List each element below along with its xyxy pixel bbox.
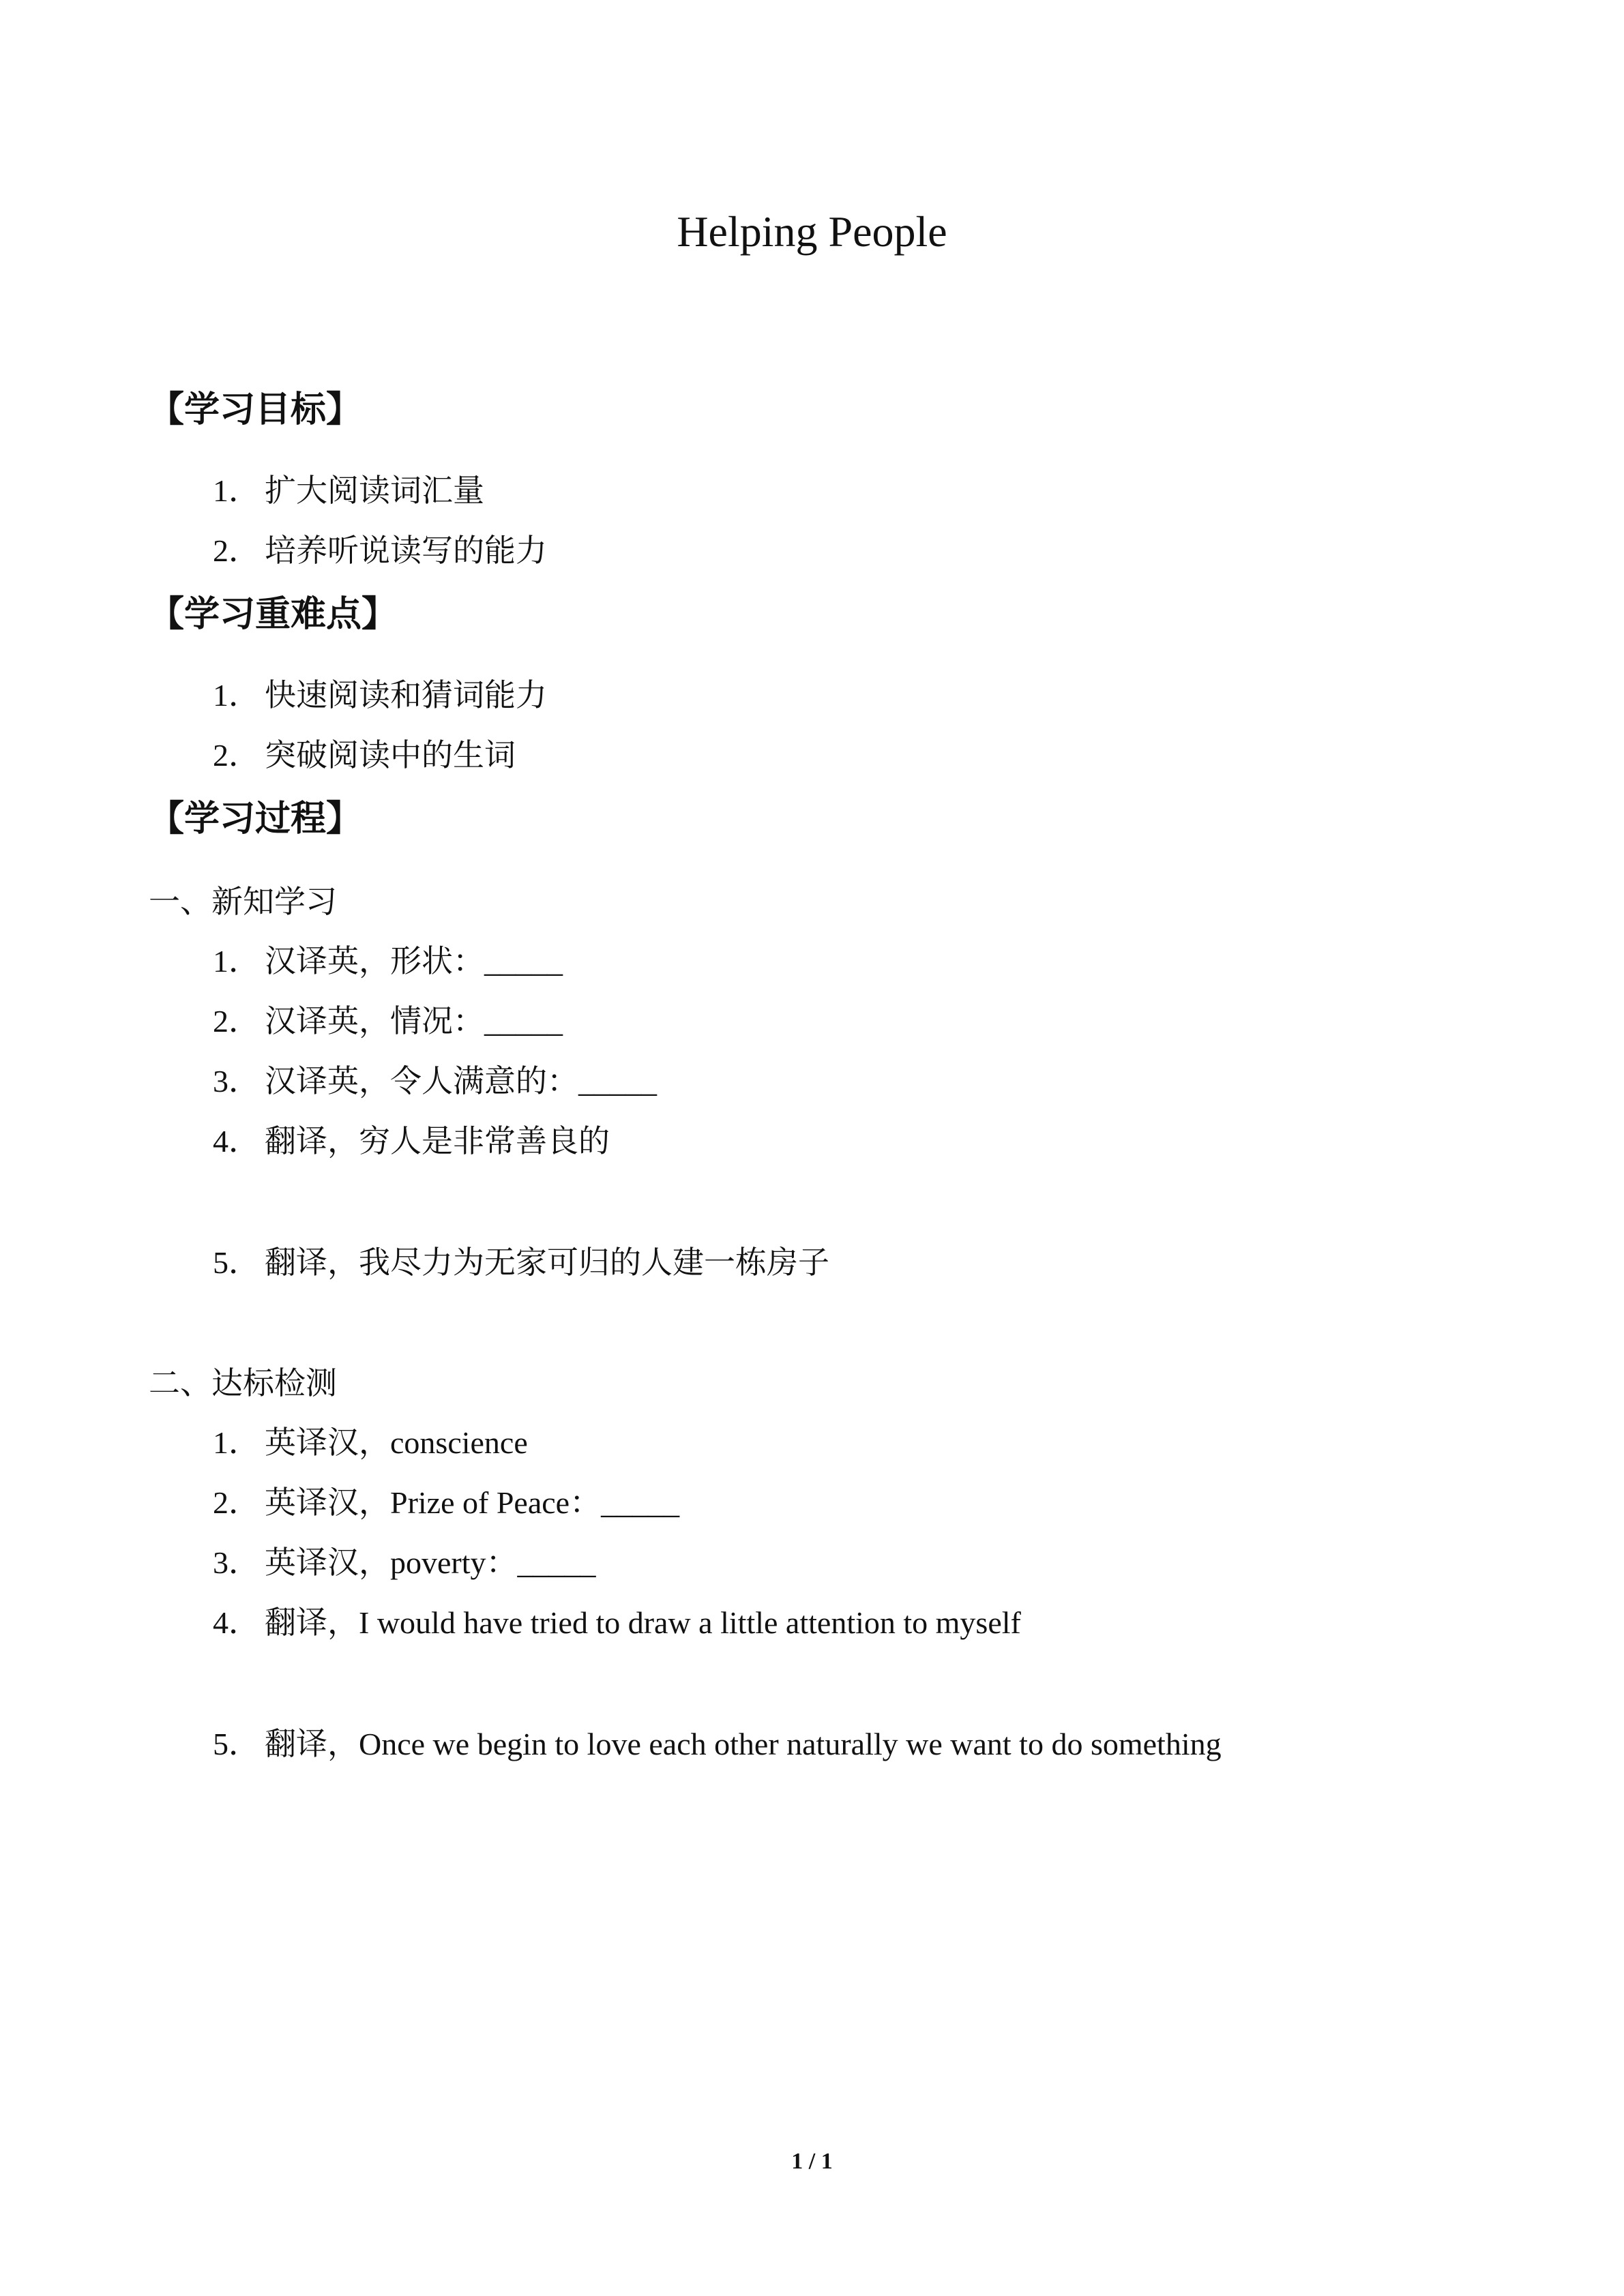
item-text: 扩大阅读词汇量 — [265, 473, 484, 508]
item-number: 2． — [213, 1004, 260, 1039]
key-points-heading: 【学习重难点】 — [149, 594, 398, 635]
exercise-item — [213, 1422, 528, 1463]
item-text: 突破阅读中的生词 — [265, 738, 516, 773]
item-text: 翻译，I would have tried to draw a little attention to myself — [265, 1605, 1021, 1640]
new-knowledge-heading: 一、新知学习 — [149, 883, 337, 920]
exercise-item — [213, 1602, 1021, 1643]
item-text: 翻译，我尽力为无家可归的人建一栋房子 — [265, 1245, 829, 1280]
item-number: 1． — [213, 1425, 260, 1460]
item-number: 2． — [213, 1485, 260, 1520]
assessment-heading: 二、达标检测 — [149, 1365, 337, 1401]
item-number: 1． — [213, 678, 260, 713]
item-text: 快速阅读和猜词能力 — [265, 678, 547, 713]
page-number: 1 / 1 — [791, 2149, 833, 2174]
item-text: 汉译英，情况：_____ — [265, 1004, 563, 1039]
item-text: 翻译，Once we begin to love each other naturally we want to do something — [265, 1727, 1222, 1761]
item-text: 汉译英，令人满意的：_____ — [265, 1064, 657, 1099]
item-number: 2． — [213, 533, 260, 568]
item-number: 3． — [213, 1545, 260, 1580]
item-text: 汉译英，形状：_____ — [265, 944, 563, 979]
item-number: 4． — [213, 1605, 260, 1640]
objective-item — [213, 471, 484, 511]
process-heading: 【学习过程】 — [149, 799, 362, 839]
item-number: 3． — [213, 1064, 260, 1099]
item-text: 英译汉，poverty：_____ — [265, 1545, 596, 1580]
item-number: 5． — [213, 1245, 260, 1280]
item-number: 1． — [213, 473, 260, 508]
item-text: 英译汉，conscience — [265, 1425, 528, 1460]
objectives-heading: 【学习目标】 — [149, 389, 362, 430]
exercise-item — [213, 1542, 596, 1583]
exercise-item — [213, 1724, 1222, 1765]
key-point-item — [213, 735, 516, 776]
exercise-item — [213, 1482, 679, 1523]
item-number: 5． — [213, 1727, 260, 1761]
exercise-item — [213, 941, 563, 982]
item-number: 2． — [213, 738, 260, 773]
item-text: 翻译，穷人是非常善良的 — [265, 1124, 610, 1159]
item-text: 英译汉，Prize of Peace：_____ — [265, 1485, 680, 1520]
exercise-item — [213, 1121, 610, 1162]
item-number: 1． — [213, 944, 260, 979]
item-text: 培养听说读写的能力 — [265, 533, 547, 568]
item-number: 4． — [213, 1124, 260, 1159]
exercise-item — [213, 1242, 829, 1283]
exercise-item — [213, 1061, 657, 1102]
exercise-item — [213, 1001, 563, 1042]
key-point-item — [213, 675, 547, 716]
objective-item — [213, 531, 547, 571]
document-title: Helping People — [677, 207, 947, 256]
